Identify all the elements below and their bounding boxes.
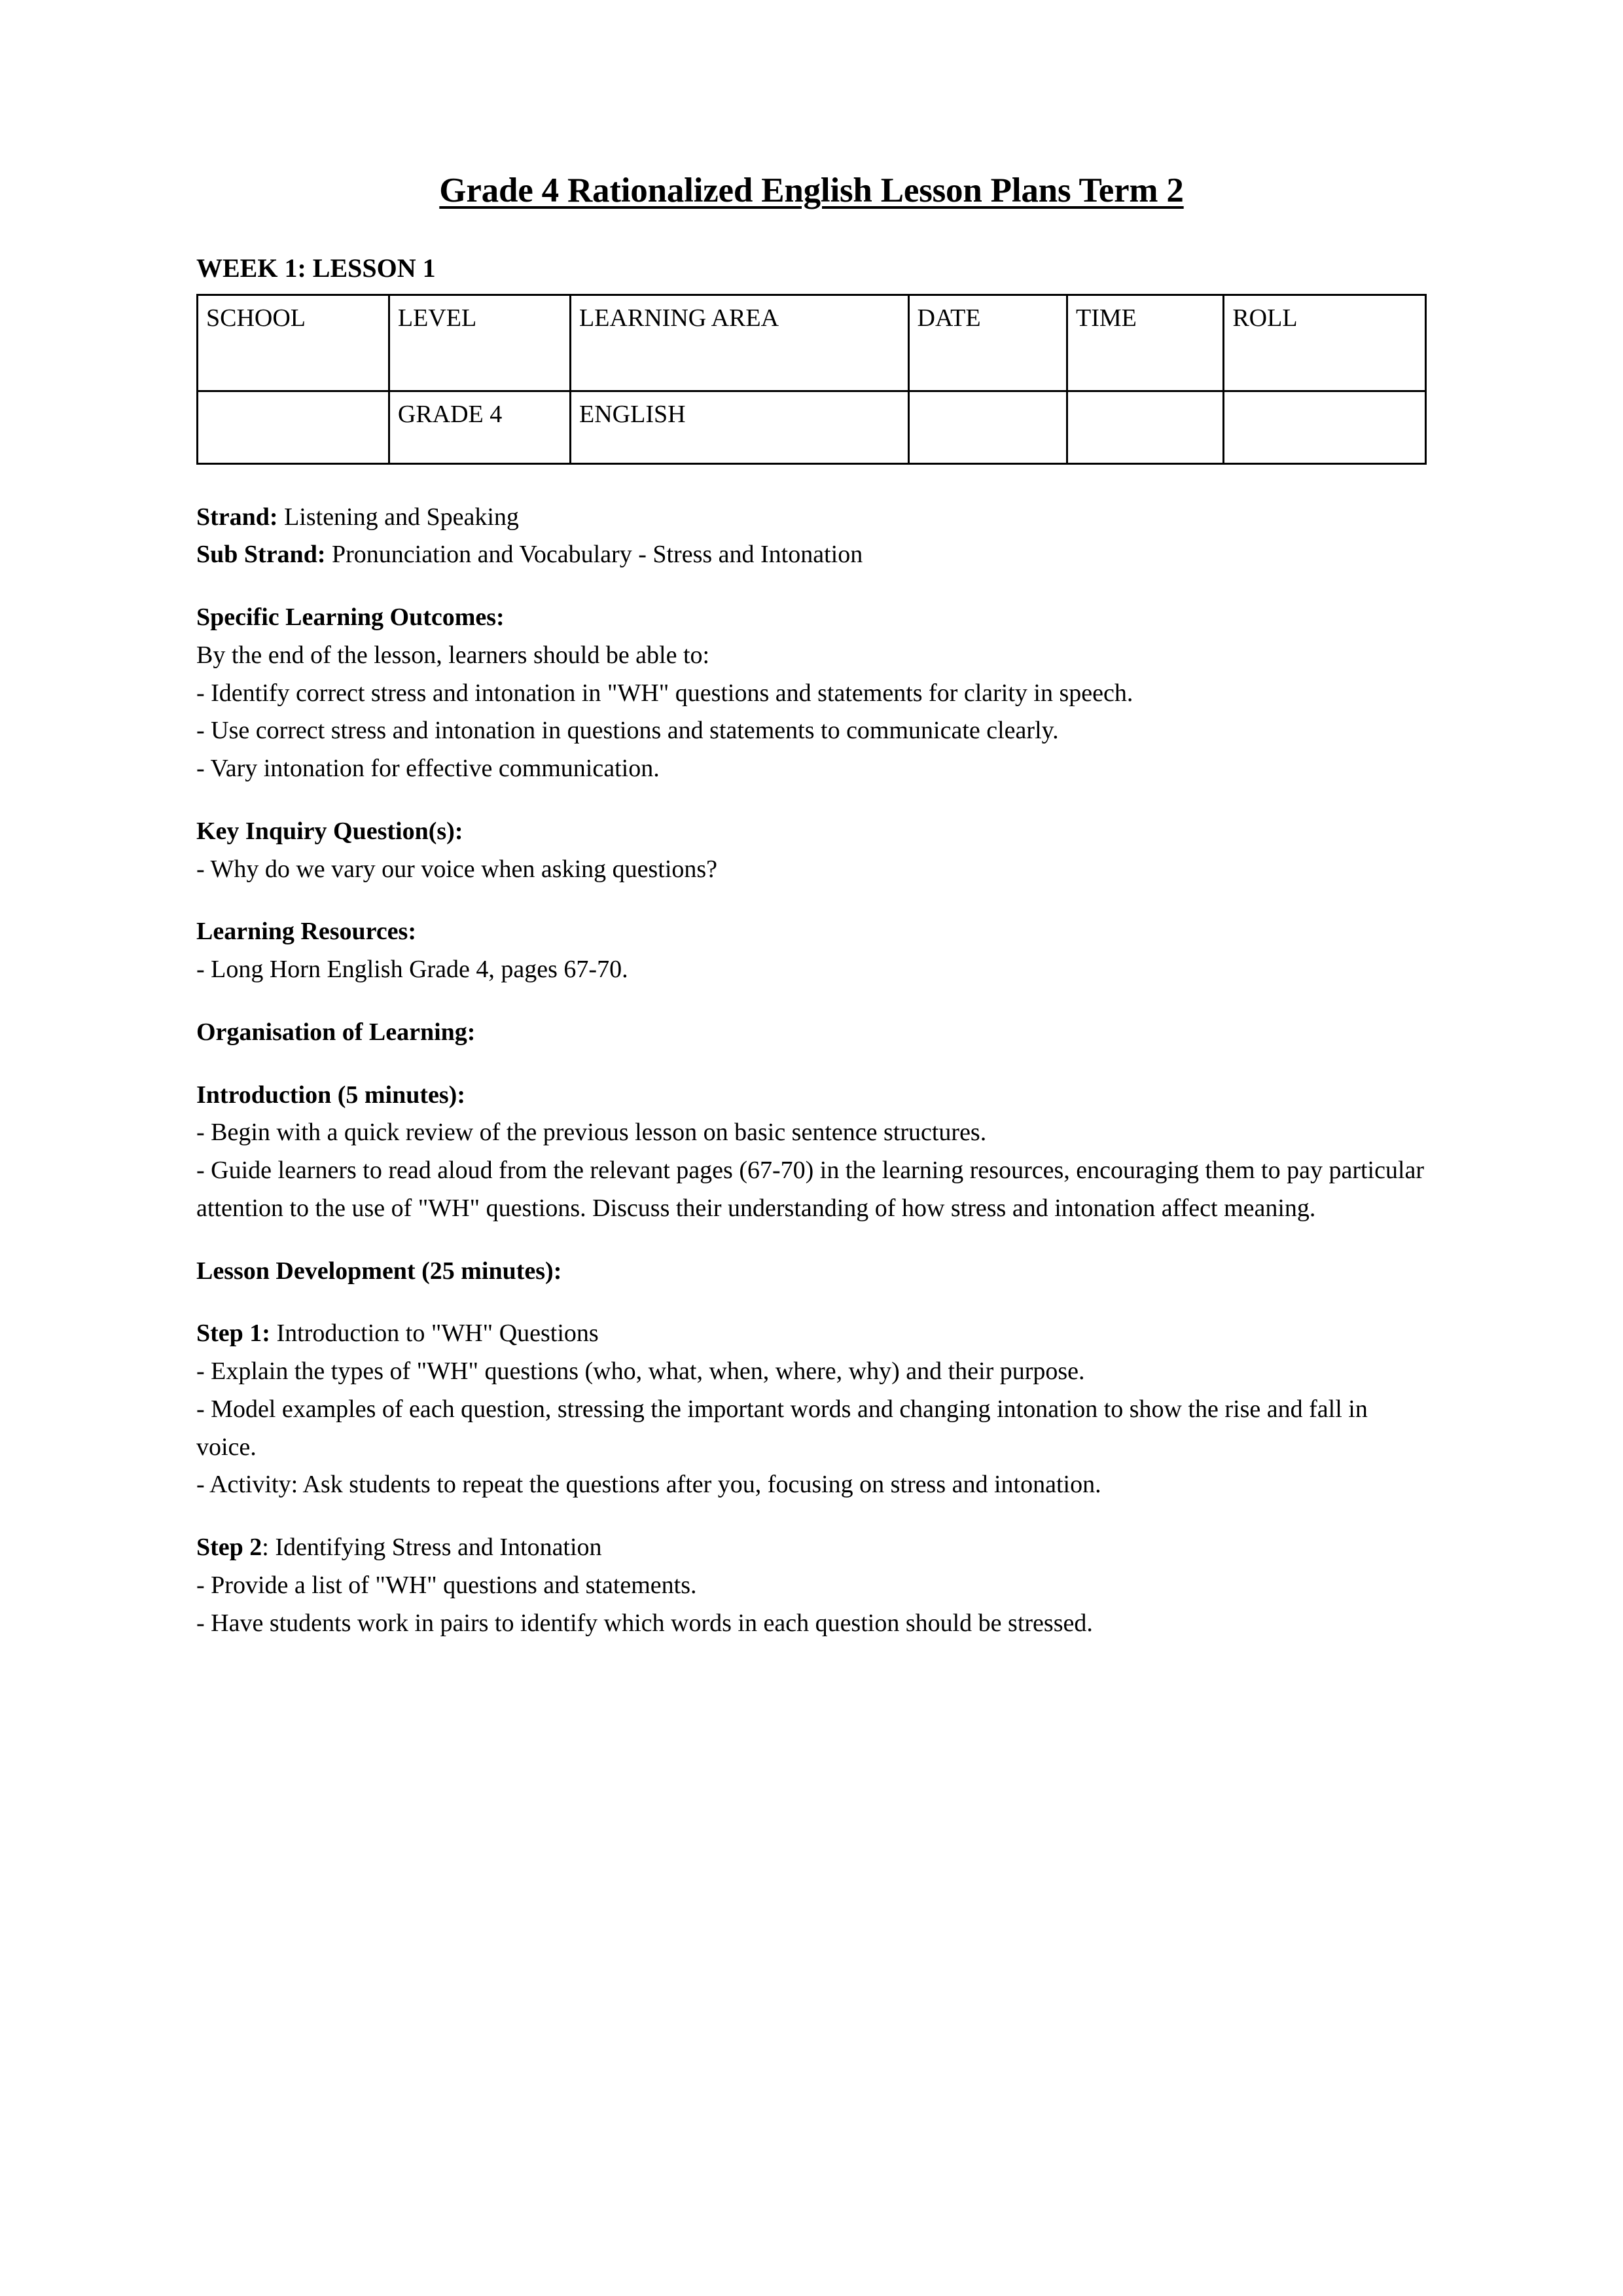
table-cell-roll (1224, 391, 1426, 463)
spacer (196, 888, 1427, 913)
step-1-item: - Activity: Ask students to repeat the questions after you, focusing on stress and intonation. (196, 1471, 1101, 1499)
spacer (196, 1504, 1427, 1529)
table-cell-school (198, 391, 389, 463)
page-content (196, 170, 1427, 1642)
introduction-item: - Guide learners to read aloud from the relevant pages (67-70) in the learning resources, encouraging them to pay particular attention to the use of "WH" questions. Discuss their understanding of how stress and intonation affect meaning. (196, 1157, 1425, 1222)
step-2-label: Step 2 (196, 1534, 262, 1562)
table-header-roll: ROLL (1224, 295, 1426, 391)
step-1-label: Step 1: (196, 1319, 270, 1348)
page-title (196, 170, 1427, 211)
spacer (196, 1290, 1427, 1315)
step-2-item: - Provide a list of "WH" questions and statements. (196, 1571, 697, 1599)
spacer (196, 1228, 1427, 1253)
lesson-development-heading: Lesson Development (25 minutes): (196, 1257, 562, 1285)
table-header-learning-area: LEARNING AREA (571, 295, 908, 391)
outcomes-heading: Specific Learning Outcomes: (196, 603, 505, 632)
step-1-heading (196, 1315, 1427, 1353)
table-header-date: DATE (908, 295, 1067, 391)
key-inquiry-item: - Why do we vary our voice when asking questions? (196, 855, 718, 883)
sub-strand-value: Pronunciation and Vocabulary - Stress and Intonation (325, 541, 863, 569)
table-header-school: SCHOOL (198, 295, 389, 391)
learning-resources-heading: Learning Resources: (196, 918, 416, 946)
table-cell-learning-area: ENGLISH (571, 391, 908, 463)
strand-value: Listening and Speaking (277, 503, 519, 531)
introduction-item: - Begin with a quick review of the previous lesson on basic sentence structures. (196, 1119, 987, 1147)
key-inquiry-heading: Key Inquiry Question(s): (196, 817, 463, 845)
page-title-text: Grade 4 Rationalized English Lesson Plans Term 2 (439, 171, 1184, 209)
table-cell-date (908, 391, 1067, 463)
step-2-item: - Have students work in pairs to identify which words in each question should be stressed. (196, 1609, 1093, 1637)
introduction-heading: Introduction (5 minutes): (196, 1081, 465, 1109)
sub-strand-line (196, 536, 1427, 574)
step-2-heading (196, 1529, 1427, 1567)
step-1-title: Introduction to "WH" Questions (270, 1319, 599, 1348)
lesson-info-table (196, 294, 1427, 465)
table-header-level: LEVEL (389, 295, 570, 391)
spacer (196, 788, 1427, 813)
strand-line (196, 499, 1427, 537)
lesson-body (196, 499, 1427, 1643)
table-cell-level: GRADE 4 (389, 391, 570, 463)
step-1-item: - Model examples of each question, stressing the important words and changing intonation to show the rise and fall in voice. (196, 1395, 1368, 1461)
outcome-item: - Use correct stress and intonation in questions and statements to communicate clearly. (196, 717, 1059, 745)
learning-resources-item: - Long Horn English Grade 4, pages 67-70. (196, 956, 628, 984)
outcome-item: - Vary intonation for effective communication. (196, 755, 660, 783)
table-row (198, 391, 1426, 463)
outcome-item: - Identify correct stress and intonation in "WH" questions and statements for clarity in speech. (196, 679, 1133, 707)
table-row (198, 295, 1426, 391)
sub-strand-label: Sub Strand: (196, 541, 326, 569)
spacer (196, 574, 1427, 599)
step-1-item: - Explain the types of "WH" questions (who, what, when, where, why) and their purpose. (196, 1357, 1085, 1386)
step-2-title: : Identifying Stress and Intonation (262, 1534, 602, 1562)
strand-label: Strand: (196, 503, 278, 531)
table-cell-time (1067, 391, 1223, 463)
spacer (196, 1052, 1427, 1077)
spacer (196, 989, 1427, 1014)
week-lesson-heading: WEEK 1: LESSON 1 (196, 253, 436, 283)
outcomes-intro: By the end of the lesson, learners should be able to: (196, 641, 710, 669)
organisation-heading: Organisation of Learning: (196, 1018, 476, 1046)
table-header-time: TIME (1067, 295, 1223, 391)
